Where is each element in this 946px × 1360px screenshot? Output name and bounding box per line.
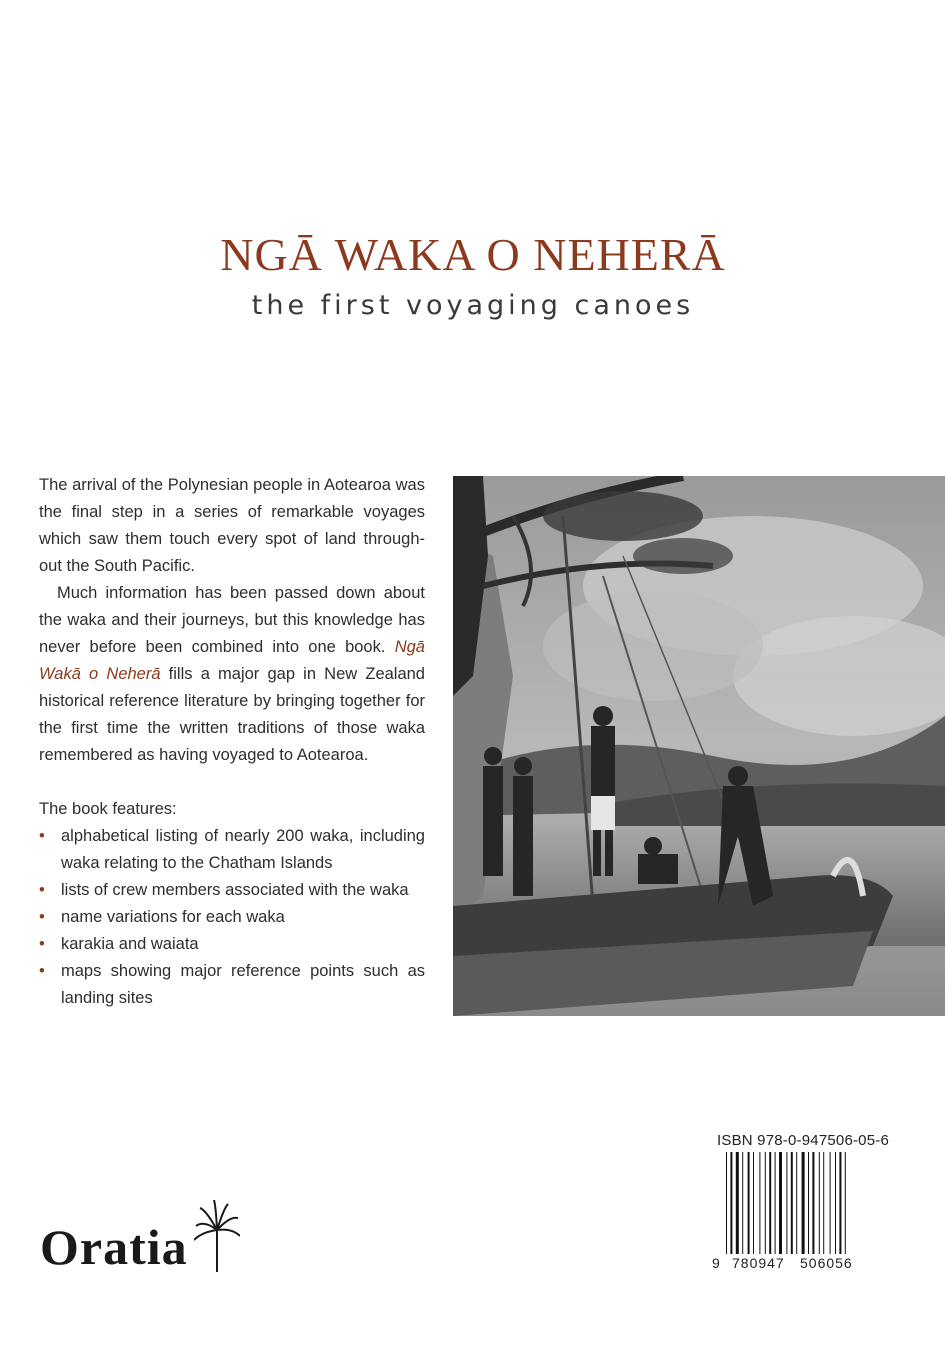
- barcode-bar: [808, 1152, 809, 1254]
- barcode-bar: [835, 1152, 836, 1254]
- blurb-paragraph-3-text: fills a major gap in New Zealand historical reference literature by bringing together for the first time the written traditions of those waka remembered as having voyaged to Aotearoa.: [39, 665, 425, 764]
- list-item: [39, 877, 425, 904]
- barcode-bar: [753, 1152, 754, 1254]
- book-title: NGĀ WAKA O NEHERĀ: [220, 229, 726, 280]
- barcode-bar: [742, 1152, 743, 1254]
- barcode-bar: [839, 1152, 841, 1254]
- list-item: [39, 904, 425, 931]
- barcode-left-digits: 780947: [732, 1255, 785, 1271]
- barcode-bar: [823, 1152, 824, 1254]
- barcode-bar: [779, 1152, 782, 1254]
- feature-text: maps showing major reference points such as landing sites: [61, 962, 425, 1007]
- bullet-icon: •: [39, 827, 45, 845]
- bullet-icon: •: [39, 908, 45, 926]
- features-list: [39, 823, 425, 1012]
- bullet-icon: •: [39, 881, 45, 899]
- barcode-bar: [791, 1152, 793, 1254]
- barcode-bar: [765, 1152, 766, 1254]
- list-item: [39, 823, 425, 877]
- blurb-book-title: Ngā Wakā o Neherā: [39, 638, 425, 683]
- waka-illustration: [453, 476, 945, 1016]
- blurb-paragraph-1: The arrival of the Polynesian people in Aotearoa was the final step in a series of remarkable voyages which saw them touch every spot of land through-out the South Pacific.: [39, 476, 425, 575]
- bullet-icon: •: [39, 935, 45, 953]
- feature-text: name variations for each waka: [61, 908, 285, 926]
- feature-text: alphabetical listing of nearly 200 waka, including waka relating to the Chatham Islands: [61, 827, 425, 872]
- barcode-bar: [819, 1152, 820, 1254]
- barcode-bar: [796, 1152, 797, 1254]
- barcode-bar: [748, 1152, 750, 1254]
- list-item: [39, 931, 425, 958]
- barcode: [712, 1152, 872, 1272]
- barcode-bar: [802, 1152, 805, 1254]
- barcode-bar: [730, 1152, 732, 1254]
- bullet-icon: •: [39, 962, 45, 980]
- list-item: [39, 958, 425, 1012]
- barcode-bar: [736, 1152, 739, 1254]
- barcode-bar: [830, 1152, 831, 1254]
- book-subtitle: the first voyaging canoes: [251, 290, 695, 321]
- back-cover-blurb: [39, 472, 425, 1012]
- barcode-right-digits: 506056: [800, 1255, 853, 1271]
- publisher-name: Oratia: [40, 1219, 188, 1275]
- barcode-bar: [845, 1152, 846, 1254]
- isbn-label: ISBN 978-0-947506-05-6: [717, 1132, 890, 1149]
- publisher-logo: [40, 1200, 240, 1276]
- palm-tree-icon: [194, 1200, 240, 1272]
- barcode-bar: [775, 1152, 776, 1254]
- barcode-bar: [786, 1152, 787, 1254]
- feature-text: lists of crew members associated with the waka: [61, 881, 409, 899]
- barcode-bar: [759, 1152, 760, 1254]
- feature-text: karakia and waiata: [61, 935, 199, 953]
- features-heading: The book features:: [39, 800, 177, 818]
- blurb-paragraph-2: [39, 580, 425, 769]
- barcode-bar: [812, 1152, 814, 1254]
- barcode-bar: [769, 1152, 771, 1254]
- barcode-bar: [726, 1152, 727, 1254]
- blurb-paragraph-2-text: Much information has been passed down about the waka and their journeys, but this knowledge has never before been combined into one book.: [39, 584, 425, 656]
- barcode-first-digit: 9: [712, 1255, 720, 1271]
